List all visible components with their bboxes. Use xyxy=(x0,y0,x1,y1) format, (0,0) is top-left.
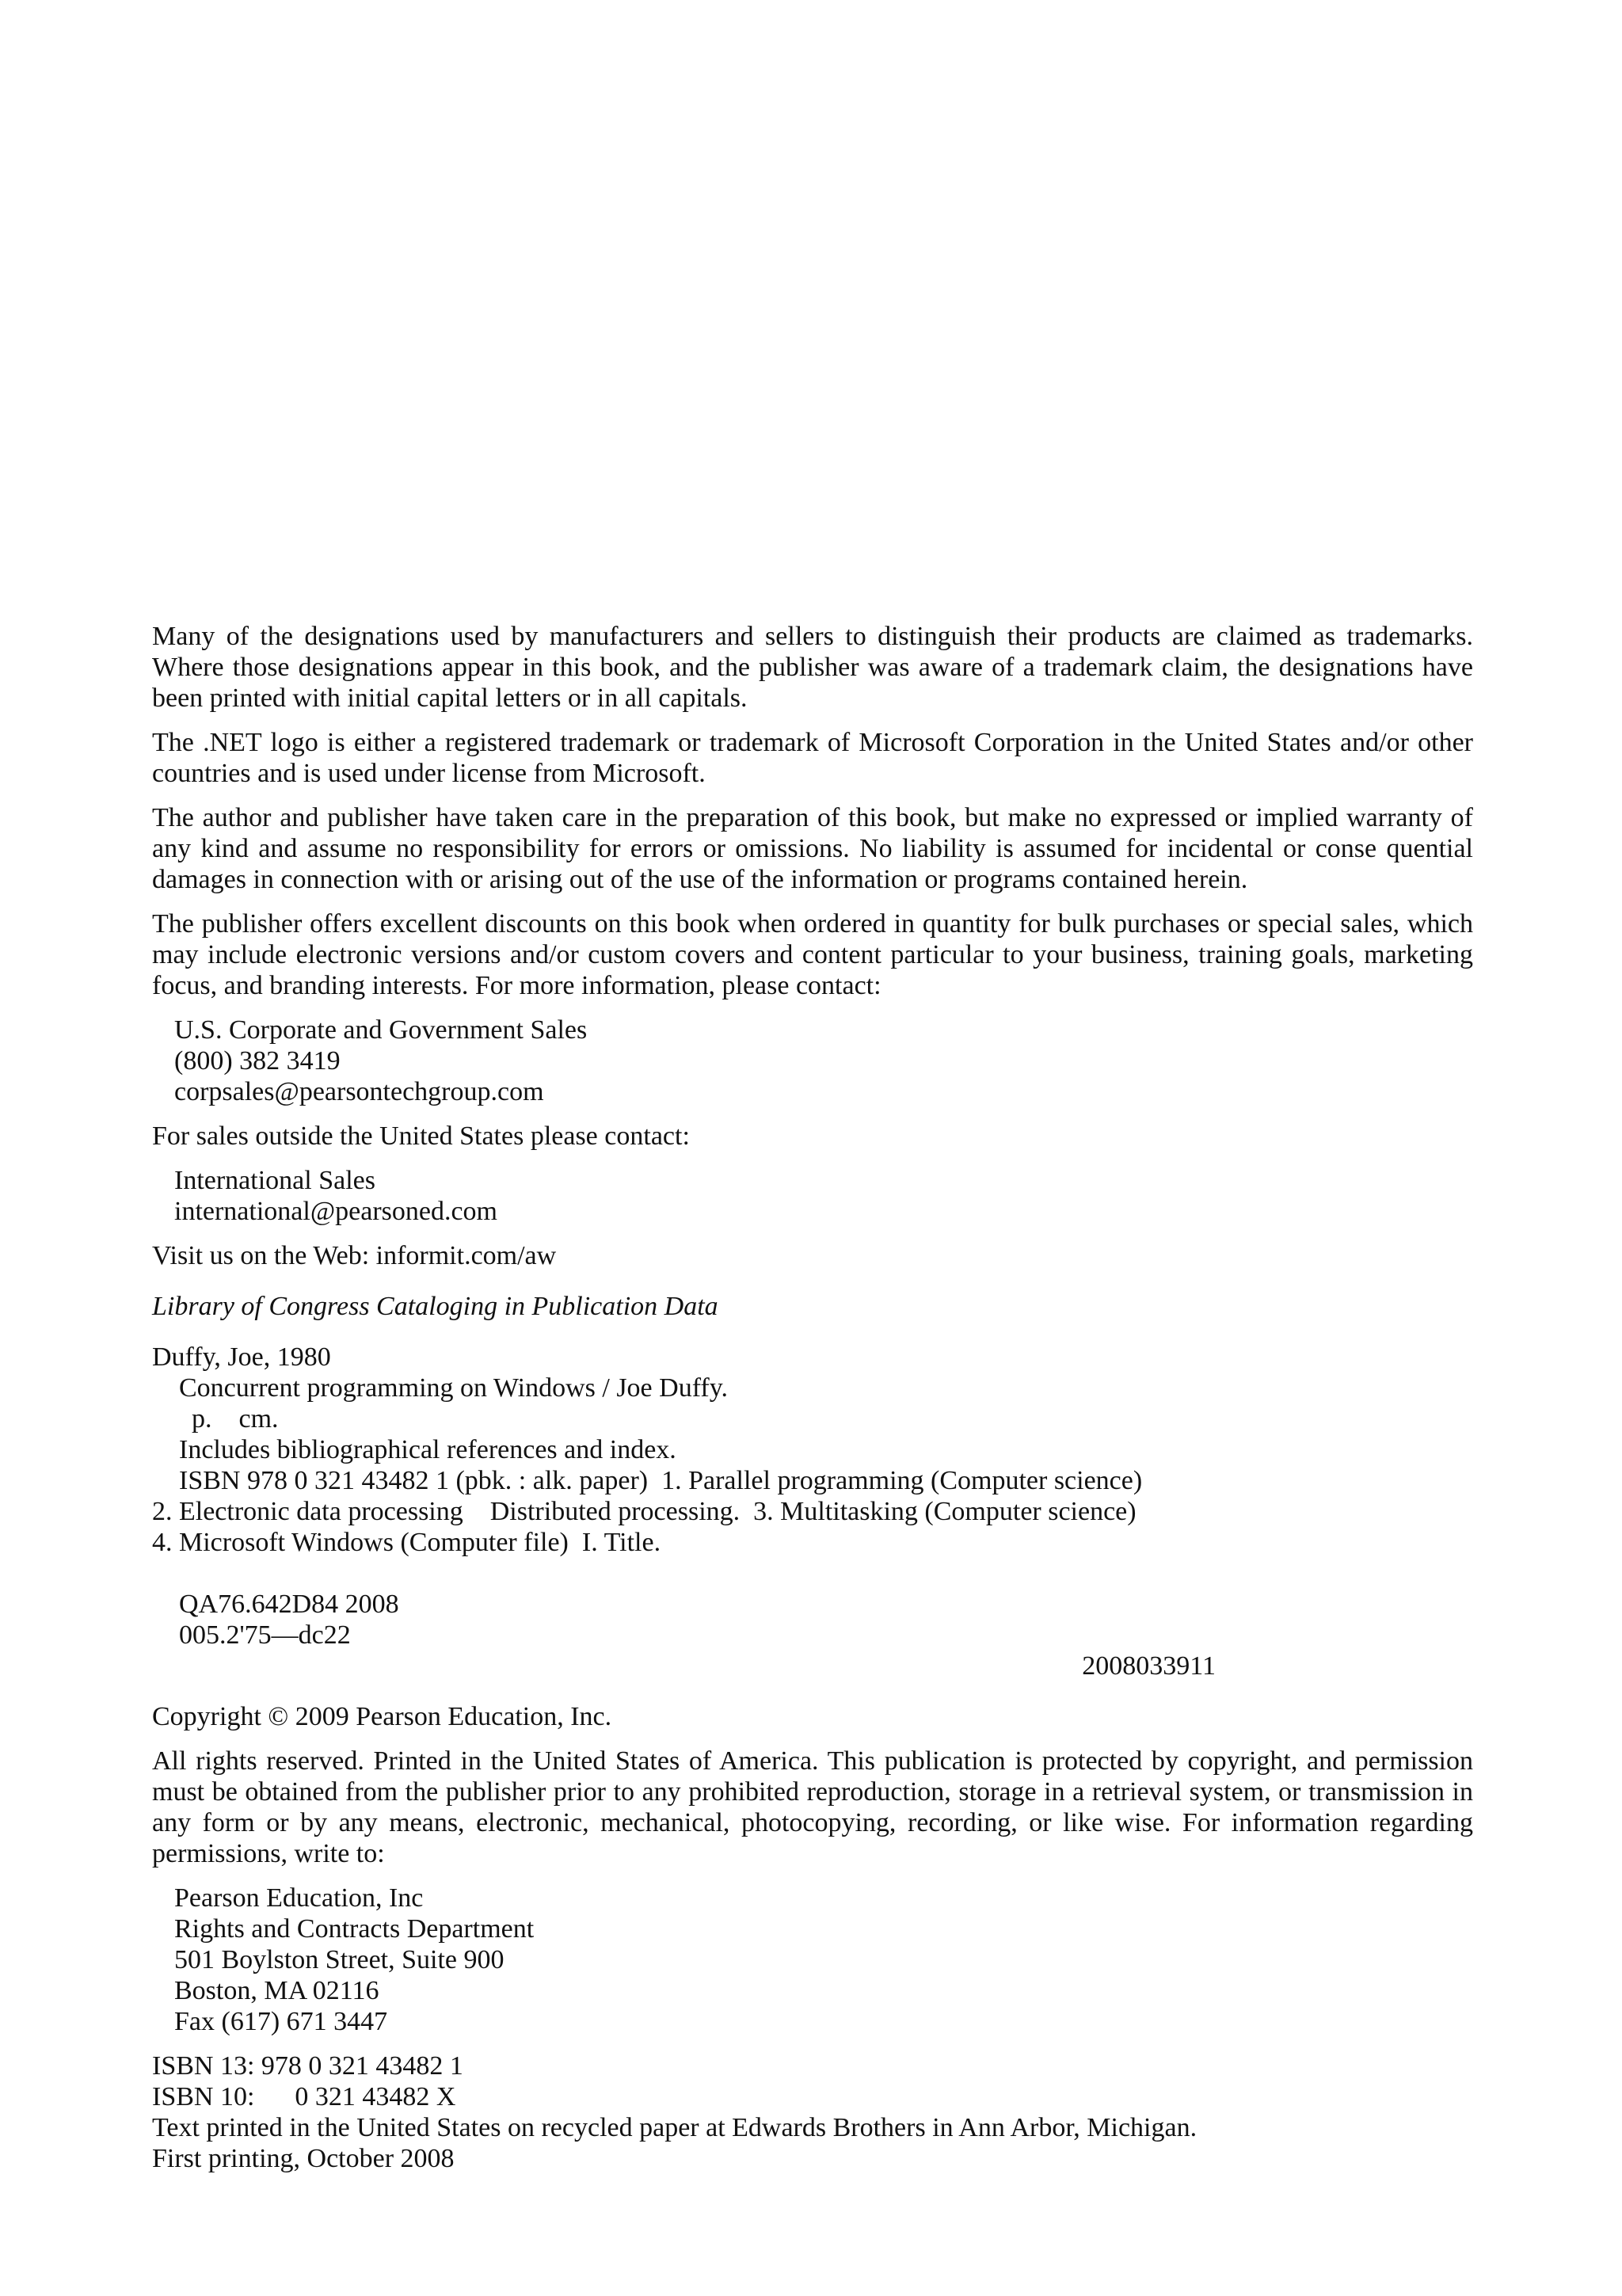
dotnet-logo-paragraph: The .NET logo is either a registered trademark or trademark of Microsoft Corporation in the United States and/or other countries and is used under license from Microsoft. xyxy=(152,728,1473,788)
address-line-2: Rights and Contracts Department xyxy=(174,1914,535,1944)
web-link-line: Visit us on the Web: informit.com/aw xyxy=(152,1241,557,1270)
us-sales-email: corpsales@pearsontechgroup.com xyxy=(174,1077,544,1106)
isbn-10: ISBN 10: 0 321 43482 X xyxy=(152,2082,456,2111)
isbn-block xyxy=(152,2050,1473,2174)
cip-dewey: 005.2'75—dc22 xyxy=(179,1620,351,1650)
cip-isbn-line: ISBN 978 0 321 43482 1 (pbk. : alk. paper) 1. Parallel programming (Computer science) xyxy=(179,1466,1143,1495)
permissions-address xyxy=(152,1883,1473,2037)
trademark-paragraph: Many of the designations used by manufacturers and sellers to distinguish their products are claimed as trademarks. Where those designations appear in this book, and the publisher was aware of a trademark claim, the designations have been printed with initial capital letters or in all capitals. xyxy=(152,622,1473,713)
intl-sales-name: International Sales xyxy=(174,1166,375,1195)
isbn-13: ISBN 13: 978 0 321 43482 1 xyxy=(152,2051,463,2081)
cip-heading: Library of Congress Cataloging in Publication Data xyxy=(152,1292,718,1321)
cip-title: Concurrent programming on Windows / Joe Duffy. xyxy=(179,1373,729,1403)
intl-sales-intro: For sales outside the United States please contact: xyxy=(152,1121,690,1151)
cip-pcm: p. cm. xyxy=(192,1404,279,1434)
copyright-line: Copyright © 2009 Pearson Education, Inc. xyxy=(152,1702,612,1731)
address-line-1: Pearson Education, Inc xyxy=(174,1883,424,1913)
intl-sales-email: international@pearsoned.com xyxy=(174,1197,497,1226)
cip-includes: Includes bibliographical references and index. xyxy=(179,1435,676,1464)
us-sales-contact xyxy=(152,1015,1473,1107)
warranty-paragraph: The author and publisher have taken care in the preparation of this book, but make no expressed or implied warranty of any kind and assume no responsibility for errors or omissions. No liability is assumed for incidental or conse quential damages in connection with or arising out of the use of the information or programs contained herein. xyxy=(152,803,1473,894)
cip-lccn: 2008033911 xyxy=(1082,1651,1216,1681)
address-line-3: 501 Boylston Street, Suite 900 xyxy=(174,1945,504,1974)
cip-block xyxy=(152,1342,1473,1681)
address-line-4: Boston, MA 02116 xyxy=(174,1976,379,2005)
page-content xyxy=(152,621,1473,2174)
address-fax: Fax (617) 671 3447 xyxy=(174,2007,388,2036)
intl-sales-contact xyxy=(152,1165,1473,1227)
us-sales-phone: (800) 382 3419 xyxy=(174,1046,341,1076)
cip-call-number: QA76.642D84 2008 xyxy=(179,1590,399,1619)
cip-author: Duffy, Joe, 1980 xyxy=(152,1342,331,1372)
cip-subjects-1: 2. Electronic data processing Distributed processing. 3. Multitasking (Computer science) xyxy=(152,1497,1137,1526)
first-printing: First printing, October 2008 xyxy=(152,2144,455,2173)
rights-paragraph: All rights reserved. Printed in the United States of America. This publication is protected by copyright, and permission must be obtained from the publisher prior to any prohibited reproduction, storage in a retrieval system, or transmission in any form or by any means, electronic, mechanical, photocopying, recording, or like wise. For information regarding permissions, write to: xyxy=(152,1746,1473,1868)
us-sales-name: U.S. Corporate and Government Sales xyxy=(174,1015,588,1045)
cip-subjects-2: 4. Microsoft Windows (Computer file) I. Title. xyxy=(152,1528,661,1557)
discounts-paragraph: The publisher offers excellent discounts on this book when ordered in quantity for bulk purchases or special sales, which may include electronic versions and/or custom covers and content particular to your business, training goals, marketing focus, and branding interests. For more information, please contact: xyxy=(152,909,1473,1000)
recycled-paper-note: Text printed in the United States on recycled paper at Edwards Brothers in Ann Arbor, Michigan. xyxy=(152,2113,1197,2142)
